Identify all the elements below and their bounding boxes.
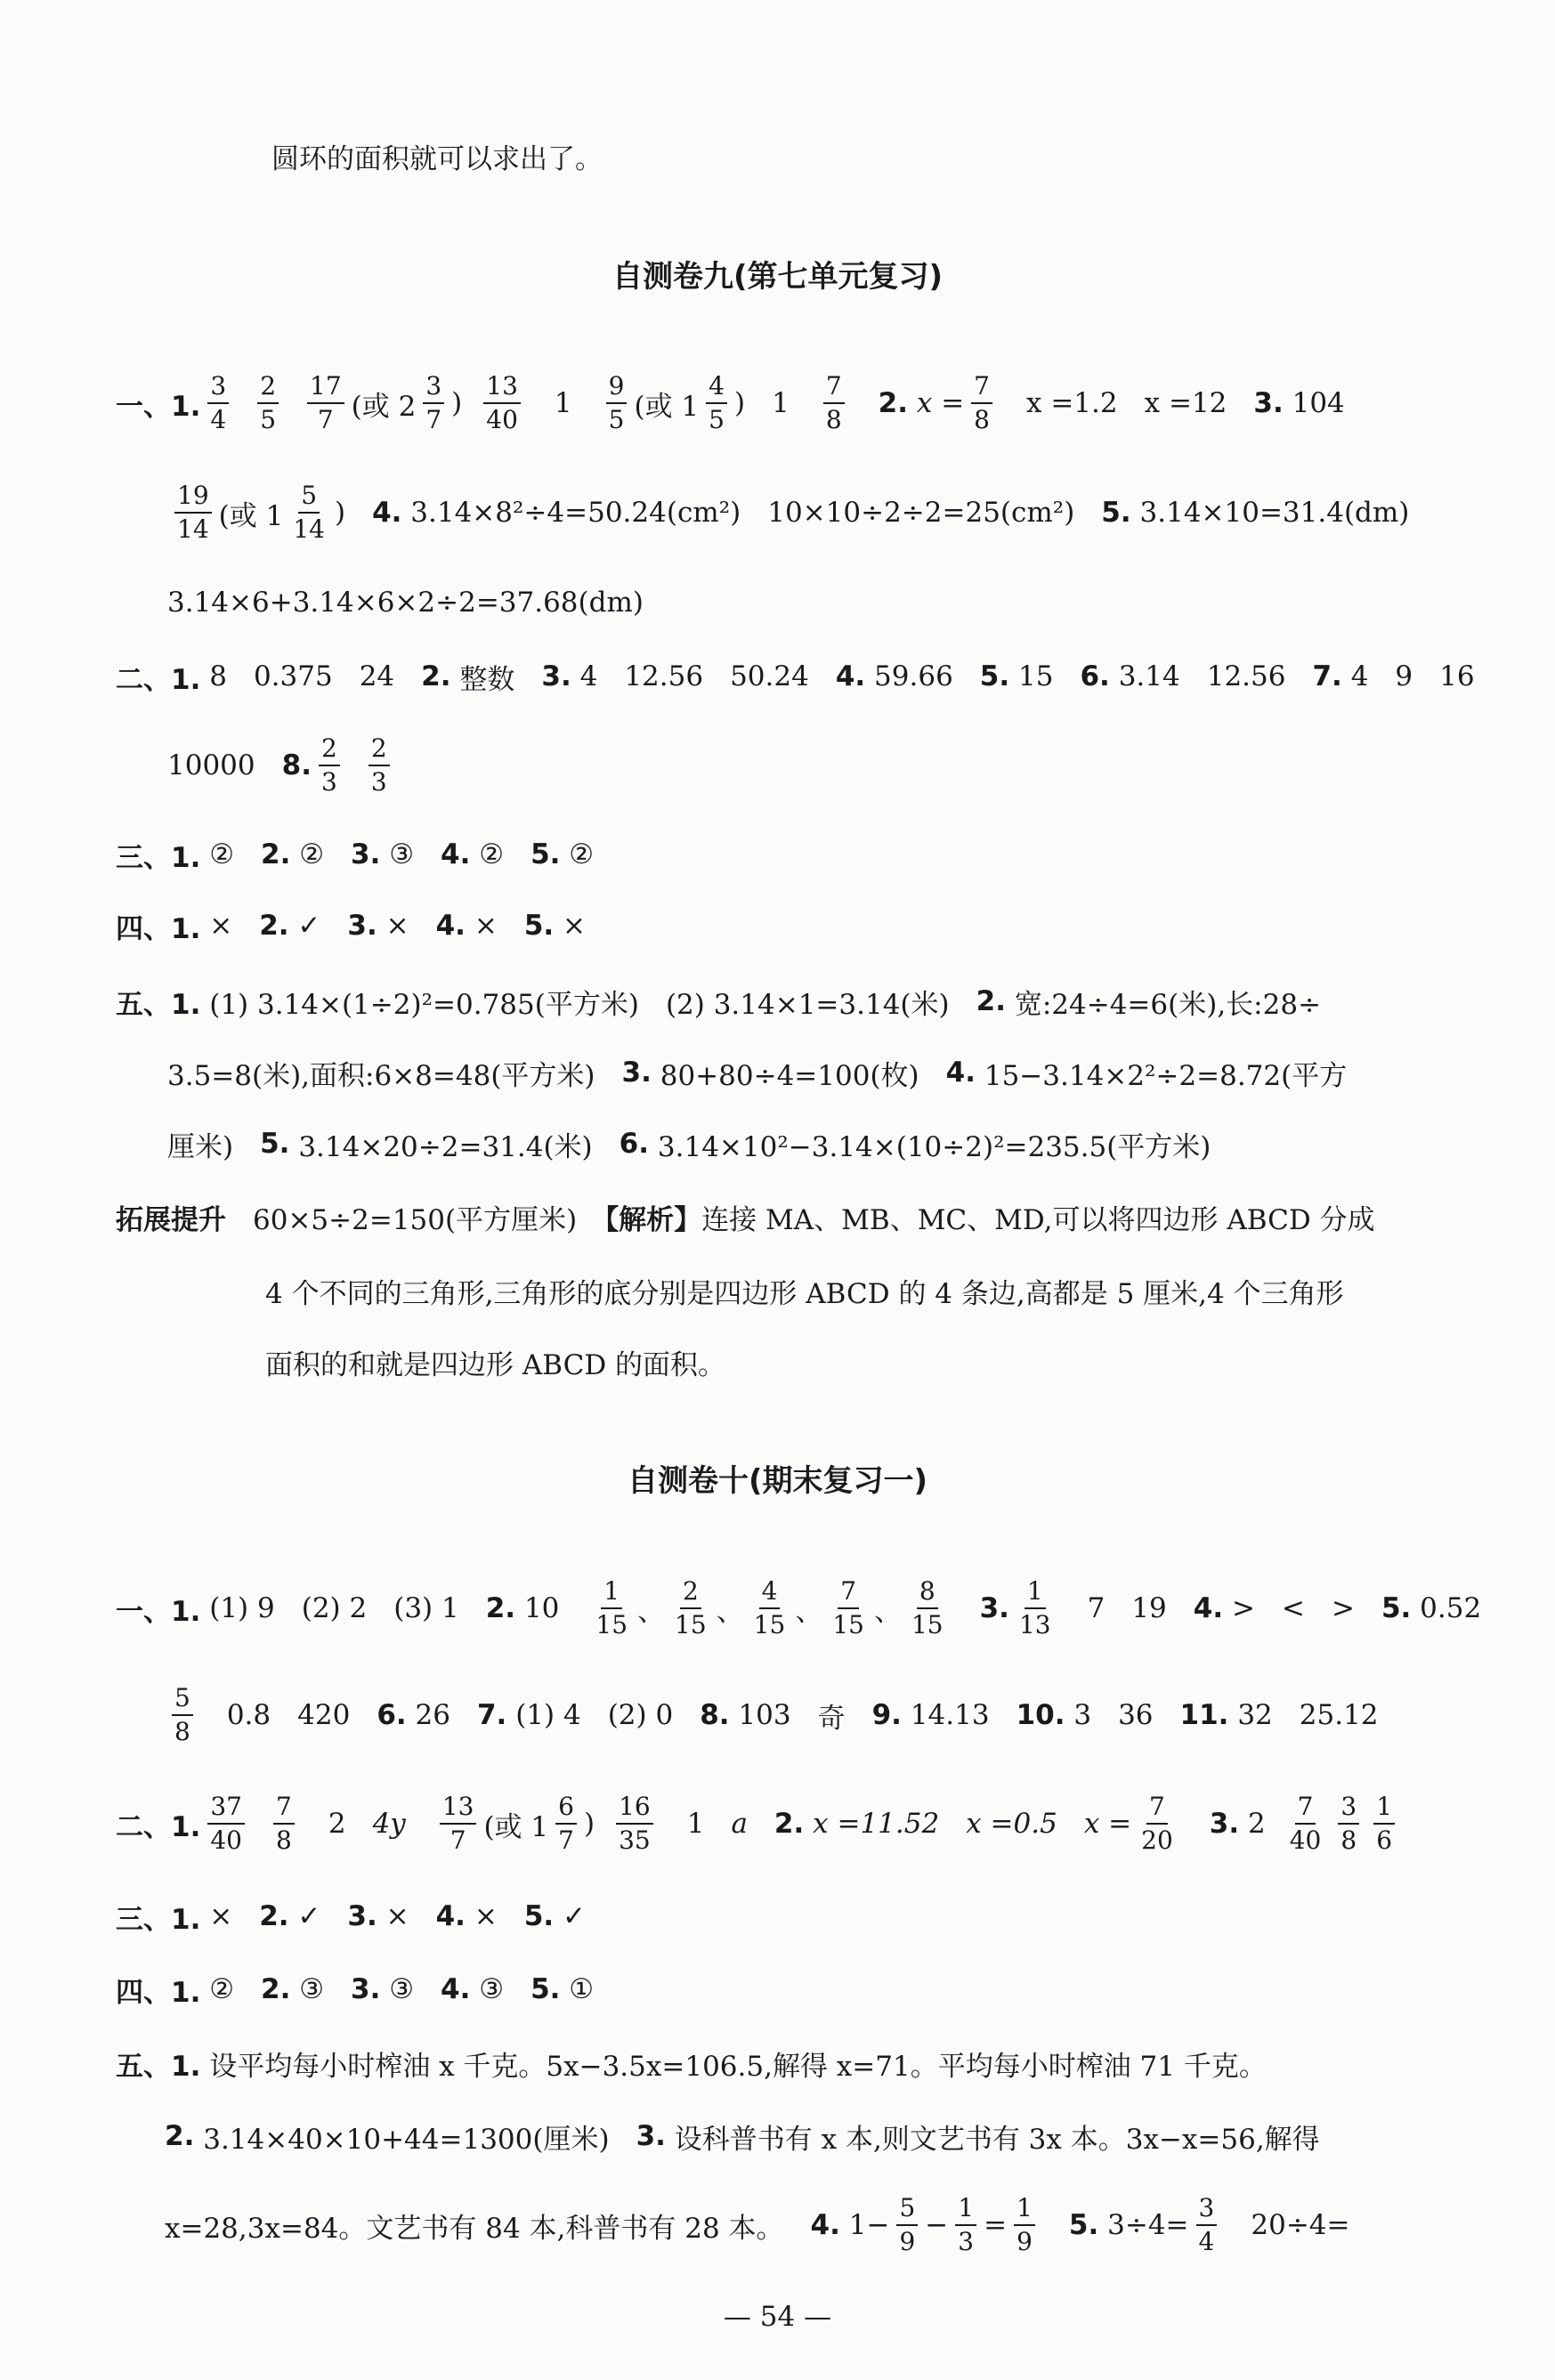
text: 9	[1395, 660, 1413, 692]
fraction: $\frac{1}{13}$	[1018, 1576, 1051, 1639]
fraction: $\frac{9}{5}$	[606, 374, 628, 433]
fraction: $\frac{13}{40}$	[483, 374, 521, 433]
text: 50.24	[730, 660, 809, 692]
fraction: $\frac{13}{7}$	[440, 1794, 477, 1853]
text: 1	[554, 387, 572, 419]
text: 20÷4=	[1251, 2209, 1350, 2241]
text: 420	[297, 1699, 351, 1731]
text: 4	[1350, 660, 1369, 692]
page-number: — 54 —	[723, 2301, 832, 2333]
text: ✓	[297, 910, 321, 942]
s10-line-5	[116, 1949, 594, 2029]
text: (2) 2	[301, 1592, 368, 1624]
q-label: 3.	[621, 1056, 652, 1089]
text: 3.14×40×10+44=1300(厘米)	[203, 2123, 610, 2156]
text: 0.8	[226, 1699, 271, 1731]
text: 14.13	[910, 1699, 990, 1731]
s10-line-2	[165, 1675, 1379, 1755]
text: 2	[1248, 1808, 1266, 1840]
text: ×	[209, 1900, 233, 1932]
q-label: 2.	[773, 1808, 805, 1840]
text: 12.56	[1206, 660, 1286, 692]
text: 3.14×20÷2=31.4(米)	[298, 1130, 593, 1163]
fraction: $\frac{5}{14}$	[293, 481, 325, 544]
q-label: 3.	[347, 910, 377, 942]
q-label: 4.	[435, 1900, 466, 1932]
q-label: 4.	[435, 910, 466, 942]
text: ③	[299, 1973, 325, 2005]
text: ②	[479, 838, 505, 870]
q-label: 5.	[1381, 1592, 1412, 1624]
text: 7	[1087, 1592, 1106, 1624]
fraction: $\frac{17}{7}$	[307, 374, 344, 433]
q-label: 二、1.	[116, 663, 201, 696]
fraction: $\frac{8}{15}$	[911, 1576, 944, 1639]
continued-line	[271, 116, 603, 196]
q-label: 6.	[619, 1128, 650, 1160]
fraction: $\frac{2}{5}$	[257, 374, 279, 433]
text: <	[1281, 1592, 1305, 1624]
fraction: $\frac{2}{3}$	[369, 736, 390, 795]
text: ×	[474, 1900, 498, 1932]
text: x =1.2	[1026, 387, 1118, 419]
text: ②	[569, 838, 595, 870]
s9-line-5	[167, 725, 397, 805]
q-label: 2.	[259, 1900, 289, 1932]
analysis-label: 【解析】	[591, 1203, 702, 1236]
text: 0.375	[253, 660, 333, 692]
text: 10000	[167, 749, 255, 781]
q-label: 5.	[260, 1128, 290, 1160]
text: ×	[385, 910, 409, 942]
q-label: 7.	[476, 1699, 507, 1731]
text: (2) 3.14×1=3.14(米)	[665, 988, 950, 1021]
text: (或 1	[483, 1810, 549, 1843]
q-label: 3.	[1253, 387, 1284, 419]
text: )	[334, 497, 346, 529]
s10-line-4	[116, 1876, 586, 1956]
q-label: 6.	[377, 1699, 407, 1731]
q-label: 三、1.	[116, 1903, 201, 1936]
q-label: 4.	[441, 838, 471, 870]
q-label: 四、1.	[116, 1976, 201, 2009]
text: x =	[916, 387, 965, 419]
s9-line-8	[116, 961, 1321, 1041]
text: )	[451, 387, 463, 419]
fraction: $\frac{1}{6}$	[1373, 1794, 1395, 1853]
text: 厘米)	[167, 1130, 234, 1163]
fraction: $\frac{1}{15}$	[595, 1576, 628, 1639]
fraction: $\frac{3}{4}$	[207, 374, 229, 433]
q-label: 五、1.	[116, 988, 201, 1021]
text: ②	[209, 838, 235, 870]
text: 、	[716, 1595, 744, 1628]
continued-text: 圆环的面积就可以求出了。	[271, 142, 603, 175]
extension-label: 拓展提升	[116, 1203, 226, 1236]
q-label: 5.	[1068, 2209, 1099, 2241]
q-label: 10.	[1016, 1699, 1065, 1731]
fraction: $\frac{5}{8}$	[172, 1686, 193, 1745]
s10-line-1	[116, 1568, 1481, 1648]
text: ×	[474, 910, 498, 942]
q-label: 5.	[523, 1900, 555, 1932]
text: 60×5÷2=150(平方厘米)	[253, 1203, 578, 1236]
s9-line-9	[167, 1032, 1347, 1113]
text: 103	[738, 1699, 791, 1731]
text: =	[984, 2209, 1008, 2241]
text: 设科普书有 x 本,则文艺书有 3x 本。3x−x=56,解得	[674, 2123, 1320, 2156]
text: 10	[523, 1592, 560, 1624]
text: x =12	[1144, 387, 1227, 419]
q-label: 2.	[421, 660, 451, 692]
text: −	[925, 2209, 949, 2241]
text: 3.14×10=31.4(dm)	[1139, 497, 1410, 529]
q-label: 5.	[979, 660, 1010, 692]
text: 2	[328, 1808, 346, 1840]
s10-line-7	[165, 2096, 1320, 2176]
text: 0.52	[1420, 1592, 1482, 1624]
text: x =11.52	[813, 1808, 940, 1840]
s9-line-13	[265, 1322, 725, 1402]
text: 4	[579, 660, 598, 692]
text: 25.12	[1299, 1699, 1379, 1731]
q-label: 8.	[281, 749, 312, 781]
text: 3.14×10²−3.14×(10÷2)²=235.5(平方米)	[657, 1130, 1211, 1163]
text: 10×10÷2÷2=25(cm²)	[767, 497, 1075, 529]
q-label: 8.	[700, 1699, 730, 1731]
q-label: 3.	[351, 838, 381, 870]
fraction: $\frac{1}{3}$	[955, 2196, 976, 2255]
q-label: 5.	[530, 838, 561, 870]
q-label: 2.	[261, 838, 291, 870]
q-label: 四、1.	[116, 912, 201, 945]
text: 3.5=8(米),面积:6×8=48(平方米)	[167, 1059, 595, 1092]
fraction: $\frac{2}{15}$	[675, 1576, 707, 1639]
q-label: 4.	[810, 2209, 840, 2241]
s9-line-4	[116, 636, 1475, 716]
q-label: 3.	[1209, 1808, 1240, 1840]
q-label: 3.	[979, 1592, 1009, 1624]
text: 59.66	[874, 660, 953, 692]
text: 、	[637, 1595, 666, 1628]
s10-line-6	[116, 2023, 1267, 2103]
text: (或 1	[634, 390, 700, 423]
s10-line-8	[165, 2185, 1350, 2265]
text: ②	[209, 1973, 235, 2005]
text: a	[731, 1808, 748, 1840]
text: (1) 3.14×(1÷2)²=0.785(平方米)	[209, 988, 639, 1021]
section-10-title: 自测卷十(期末复习一)	[627, 1463, 928, 1499]
text: 36	[1118, 1699, 1154, 1731]
fraction: $\frac{7}{20}$	[1141, 1792, 1173, 1855]
text: 、	[795, 1595, 823, 1628]
text: 80+80÷4=100(枚)	[660, 1059, 919, 1092]
text: x=28,3x=84。文艺书有 84 本,科普书有 28 本。	[165, 2212, 784, 2245]
fraction: $\frac{3}{8}$	[1338, 1794, 1359, 1853]
text: ③	[479, 1973, 505, 2005]
text: )	[733, 387, 746, 419]
s9-line-2	[167, 473, 1409, 553]
q-label: 4.	[835, 660, 866, 692]
fraction: $\frac{7}{8}$	[823, 374, 845, 433]
q-label: 3.	[636, 2120, 666, 2152]
fraction: $\frac{2}{3}$	[319, 736, 340, 795]
text: 整数	[459, 663, 515, 696]
text: ③	[389, 838, 415, 870]
text: x =0.5	[966, 1808, 1057, 1840]
fraction: $\frac{7}{8}$	[971, 374, 992, 433]
q-label: 3.	[351, 1973, 381, 2005]
q-label: 4.	[945, 1056, 976, 1089]
text: ③	[389, 1973, 415, 2005]
text: 3	[1073, 1699, 1092, 1731]
q-label: 2.	[259, 910, 289, 942]
text: ×	[209, 910, 233, 942]
text: ✓	[297, 1900, 321, 1932]
section-9-title: 自测卷九(第七单元复习)	[611, 259, 944, 295]
fraction: $\frac{4}{5}$	[706, 374, 727, 433]
fraction: $\frac{19}{14}$	[174, 483, 212, 542]
text: 奇	[817, 1702, 846, 1735]
fraction: $\frac{37}{40}$	[207, 1794, 245, 1853]
s9-line-12	[265, 1251, 1344, 1331]
q-label: 3.	[347, 1900, 377, 1932]
text: 3.14	[1118, 660, 1180, 692]
s10-line-3	[116, 1784, 1402, 1864]
q-label: 4.	[441, 1973, 471, 2005]
q-label: 三、1.	[116, 841, 201, 874]
text: 连接 MA、MB、MC、MD,可以将四边形 ABCD 分成	[701, 1203, 1375, 1236]
fraction: $\frac{3}{7}$	[423, 374, 444, 433]
q-label: 4.	[1193, 1592, 1224, 1624]
q-label: 5.	[1101, 497, 1131, 529]
q-label: 5.	[530, 1973, 561, 2005]
text: 12.56	[624, 660, 704, 692]
text: (1) 9	[209, 1592, 275, 1624]
text: (或 1	[218, 499, 284, 532]
fraction: $\frac{16}{35}$	[616, 1794, 653, 1853]
text: 8	[209, 660, 227, 692]
q-label: 11.	[1179, 1699, 1229, 1731]
text: ×	[563, 910, 587, 942]
text: (1) 4	[515, 1699, 581, 1731]
text: 1	[686, 1808, 705, 1840]
text: ✓	[563, 1900, 587, 1932]
s9-line-3	[167, 563, 644, 643]
text: (2) 0	[607, 1699, 674, 1731]
q-label: 2.	[976, 985, 1006, 1017]
text: 4y	[372, 1808, 406, 1840]
q-label: 3.	[541, 660, 571, 692]
text: (3) 1	[393, 1592, 459, 1624]
text: 1	[772, 387, 790, 419]
s9-line-11	[116, 1177, 1375, 1257]
text: 26	[415, 1699, 450, 1731]
text: 3÷4=	[1107, 2209, 1189, 2241]
text: >	[1232, 1592, 1255, 1624]
fraction: $\frac{3}{4}$	[1196, 2196, 1218, 2255]
fraction: $\frac{7}{15}$	[832, 1576, 864, 1639]
text: 3.14×6+3.14×6×2÷2=37.68(dm)	[167, 587, 644, 619]
text: 3.14×8²÷4=50.24(cm²)	[410, 497, 741, 529]
q-label: 6.	[1080, 660, 1110, 692]
q-label: 一、1.	[116, 1595, 201, 1628]
s9-line-6	[116, 814, 594, 895]
fraction: $\frac{4}{15}$	[753, 1576, 786, 1639]
q-label: 7.	[1312, 660, 1342, 692]
text: ×	[385, 1900, 409, 1932]
fraction: $\frac{5}{9}$	[896, 2196, 918, 2255]
text: 设平均每小时榨油 x 千克。5x−3.5x=106.5,解得 x=71。平均每小时榨油 71 千克。	[209, 2050, 1267, 2083]
q-label: 二、1.	[116, 1810, 201, 1843]
text: 24	[359, 660, 395, 692]
text: 15−3.14×2²÷2=8.72(平方	[984, 1059, 1348, 1092]
s9-line-1	[116, 363, 1345, 443]
text: >	[1331, 1592, 1355, 1624]
q-label: 一、1.	[116, 390, 201, 423]
text: 面积的和就是四边形 ABCD 的面积。	[265, 1348, 726, 1381]
text: 、	[873, 1595, 902, 1628]
text: 15	[1018, 660, 1054, 692]
fraction: $\frac{6}{7}$	[555, 1794, 577, 1853]
q-label: 五、1.	[116, 2050, 201, 2083]
q-label: 2.	[878, 387, 908, 419]
q-label: 5.	[523, 910, 555, 942]
text: )	[583, 1808, 595, 1840]
q-label: 2.	[261, 1973, 291, 2005]
text: 19	[1131, 1592, 1167, 1624]
q-label: 9.	[871, 1699, 902, 1731]
text: x =	[1083, 1808, 1132, 1840]
text: ①	[569, 1973, 595, 2005]
text: 32	[1237, 1699, 1273, 1731]
text: 104	[1292, 387, 1345, 419]
s9-line-10	[167, 1104, 1211, 1184]
q-label: 2.	[485, 1592, 516, 1624]
text: 宽:24÷4=6(米),长:28÷	[1014, 988, 1322, 1021]
fraction: $\frac{1}{9}$	[1014, 2196, 1035, 2255]
text: 1−	[848, 2209, 890, 2241]
q-label: 4.	[372, 497, 402, 529]
fraction: $\frac{7}{40}$	[1289, 1792, 1322, 1855]
q-label: 2.	[165, 2120, 195, 2152]
text: (或 2	[351, 390, 417, 423]
text: 16	[1439, 660, 1475, 692]
text: 4 个不同的三角形,三角形的底分别是四边形 ABCD 的 4 条边,高都是 5 厘米,4 个三角形	[265, 1277, 1344, 1310]
s9-line-7	[116, 886, 586, 966]
text: ②	[299, 838, 325, 870]
fraction: $\frac{7}{8}$	[273, 1794, 295, 1853]
